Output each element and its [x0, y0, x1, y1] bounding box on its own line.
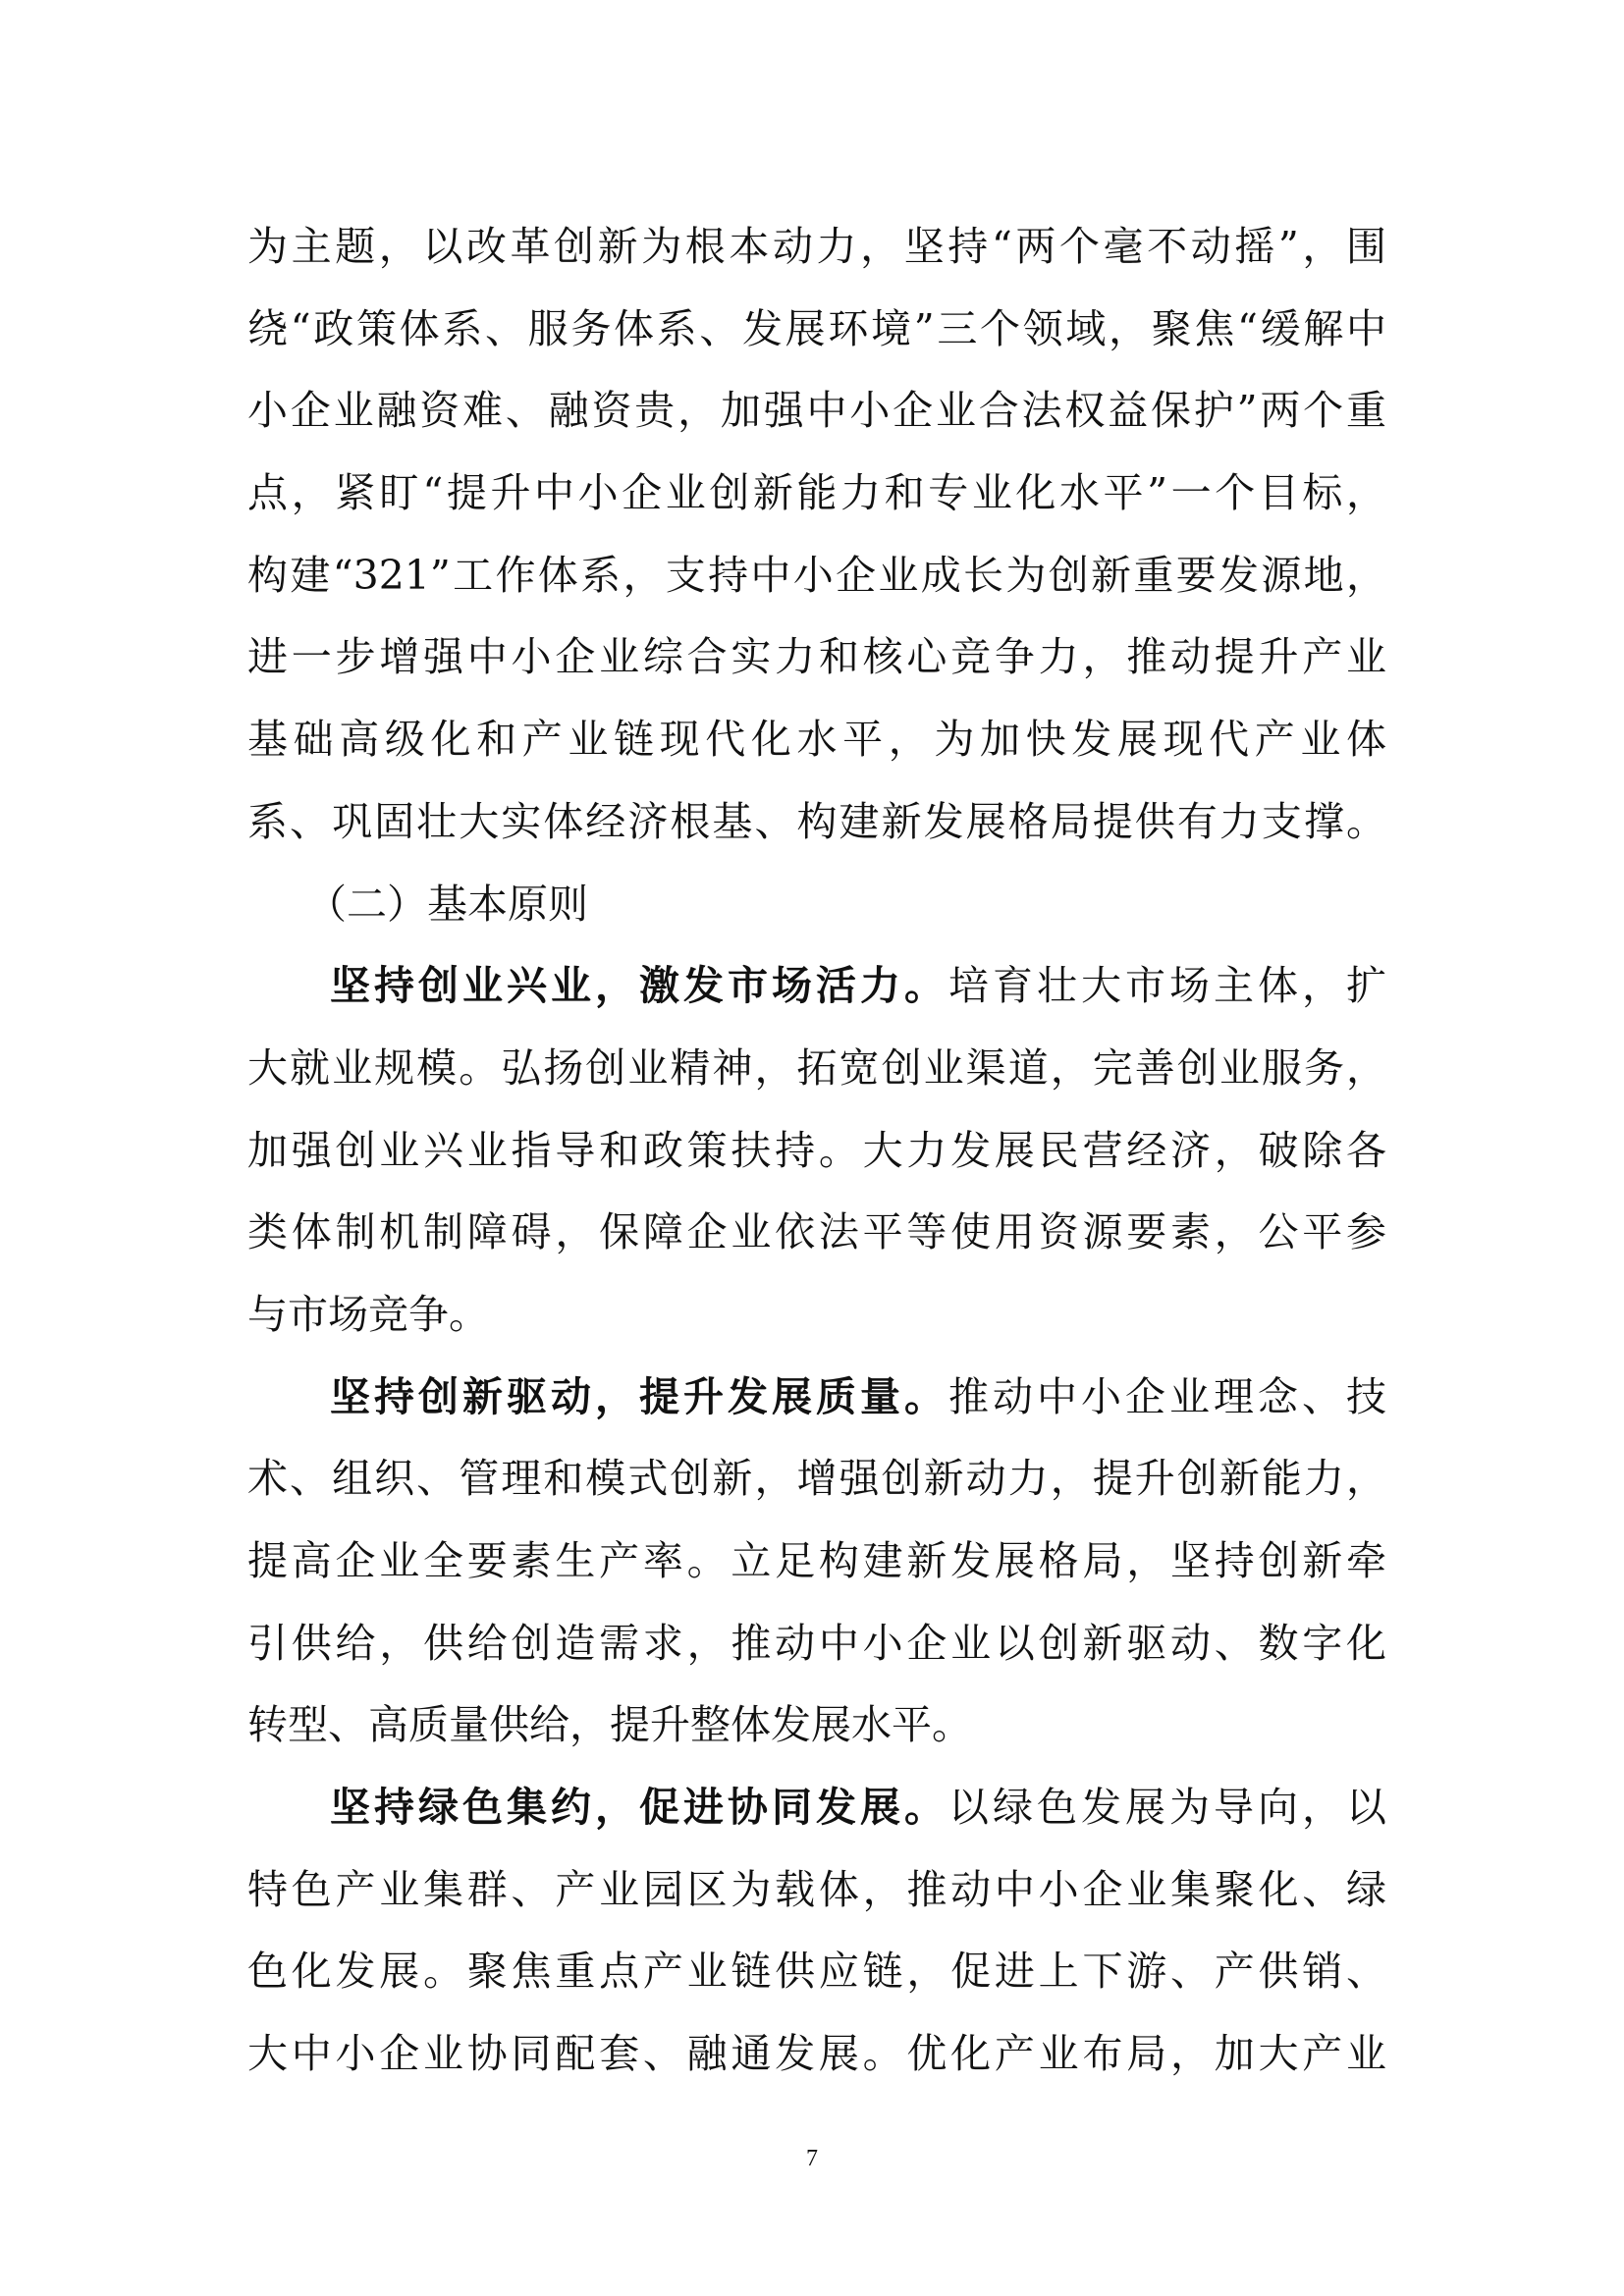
text-line	[247, 1767, 1386, 1849]
principle-title: 坚持创业兴业，激发市场活力。	[330, 962, 948, 1010]
text-line: 类体制机制障碍，保障企业依法平等使用资源要素，公平参	[247, 1208, 1386, 1256]
text-line: 绕“政策体系、服务体系、发展环境”三个领域，聚焦“缓解中	[247, 304, 1386, 352]
principle-paragraph-3	[247, 1767, 1386, 2096]
text-line: 术、组织、管理和模式创新，增强创新动力，提升创新能力，	[247, 1455, 1386, 1503]
principle-title: 坚持创新驱动，提升发展质量。	[330, 1372, 948, 1420]
principle-text: 以绿色发展为导向，以	[948, 1784, 1386, 1832]
text-line: 构建“321”工作体系，支持中小企业成长为创新重要发源地，	[247, 551, 1386, 599]
text-line: 系、巩固壮大实体经济根基、构建新发展格局提供有力支撑。	[247, 797, 1386, 845]
text-line: 加强创业兴业指导和政策扶持。大力发展民营经济，破除各	[247, 1126, 1386, 1174]
text-line: 进一步增强中小企业综合实力和核心竞争力，推动提升产业	[247, 633, 1386, 681]
paragraph-guiding-ideology	[247, 206, 1386, 864]
text-line: 大就业规模。弘扬创业精神，拓宽创业渠道，完善创业服务，	[247, 1043, 1386, 1092]
principle-paragraph-2	[247, 1357, 1386, 1767]
text-line: 与市场竞争。	[247, 1290, 489, 1338]
text-line: 特色产业集群、产业园区为载体，推动中小企业集聚化、绿	[247, 1865, 1386, 1913]
principle-paragraph-1	[247, 945, 1386, 1356]
principle-title: 坚持绿色集约，促进协同发展。	[330, 1784, 948, 1832]
principle-text: 推动中小企业理念、技	[948, 1372, 1386, 1420]
text-line: 转型、高质量供给，提升整体发展水平。	[247, 1701, 972, 1749]
text-line: 提高企业全要素生产率。立足构建新发展格局，坚持创新牵	[247, 1537, 1386, 1584]
text-line: 色化发展。聚焦重点产业链供应链，促进上下游、产供销、	[247, 1948, 1386, 1996]
document-body	[247, 206, 1386, 2096]
text-line: 点，紧盯“提升中小企业创新能力和专业化水平”一个目标，	[247, 469, 1386, 517]
text-line: 小企业融资难、融资贵，加强中小企业合法权益保护”两个重	[247, 387, 1386, 435]
text-line: 基础高级化和产业链现代化水平，为加快发展现代产业体	[247, 716, 1386, 764]
section-heading: （二）基本原则	[306, 880, 588, 928]
principle-text: 培育壮大市场主体，扩	[948, 962, 1386, 1010]
text-line	[247, 945, 1386, 1028]
text-line: 大中小企业协同配套、融通发展。优化产业布局，加大产业	[247, 2030, 1386, 2078]
text-line: 引供给，供给创造需求，推动中小企业以创新驱动、数字化	[247, 1619, 1386, 1667]
page-number: 7	[806, 2146, 818, 2171]
text-line: 为主题，以改革创新为根本动力，坚持“两个毫不动摇”，围	[247, 223, 1386, 270]
text-line	[247, 1357, 1386, 1439]
